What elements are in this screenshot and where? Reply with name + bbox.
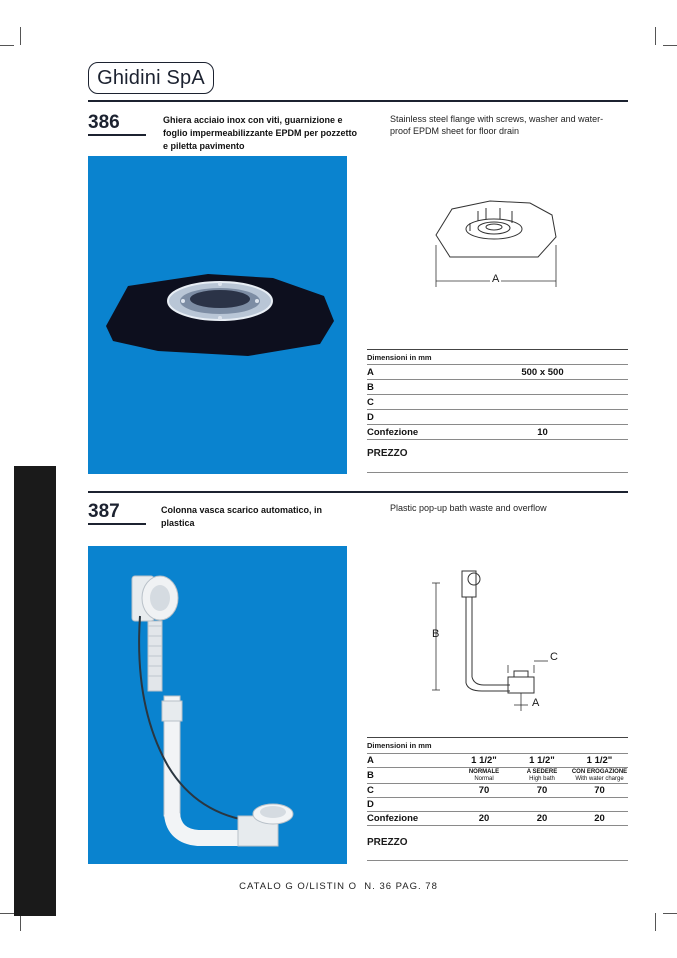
product-number: 387 [88, 501, 120, 522]
row-label: C [367, 784, 455, 798]
row-value [457, 410, 628, 425]
side-tab-bar [14, 466, 56, 916]
table-row [367, 425, 628, 440]
description-italian: Ghiera acciaio inox con viti, guarnizione e foglio impermeabilizzante EPDM per pozzetto e piletta pavimento [163, 115, 358, 151]
crop-mark [20, 27, 21, 45]
row-value: 1 1/2" [455, 754, 513, 768]
table-row [367, 395, 628, 410]
crop-mark [663, 45, 677, 46]
row-value [571, 768, 628, 784]
row-label: D [367, 410, 457, 425]
row-value [513, 768, 571, 784]
table-row [367, 365, 628, 380]
dimension-table [367, 364, 628, 440]
table-row [367, 380, 628, 395]
product-number-underline [88, 523, 146, 525]
variant-name: NORMALE [468, 768, 500, 775]
table-header: Dimensioni in mm [367, 353, 432, 362]
crop-mark [663, 913, 677, 914]
price-label: PREZZO [367, 448, 408, 459]
row-value: 70 [513, 784, 571, 798]
row-label: D [367, 798, 455, 812]
product-photo [88, 156, 347, 474]
row-value: 10 [457, 425, 628, 440]
table-header: Dimensioni in mm [367, 741, 432, 750]
table-row [367, 784, 628, 798]
variant-name-english: With water charge [575, 775, 624, 782]
row-value: 20 [571, 812, 628, 826]
row-label: C [367, 395, 457, 410]
dimension-label-c: C [550, 651, 558, 663]
variant-name: A SEDERE [526, 768, 558, 775]
row-value: 20 [513, 812, 571, 826]
product-number-underline [88, 134, 146, 136]
row-value: 70 [455, 784, 513, 798]
variant-name-english: Normal [474, 775, 494, 782]
company-logo: Ghidini SpA [88, 62, 214, 94]
row-label: B [367, 768, 455, 784]
row-value [455, 768, 513, 784]
table-row [367, 768, 628, 784]
row-value: 70 [571, 784, 628, 798]
table-row [367, 798, 628, 812]
row-value [455, 798, 513, 812]
section-rule [88, 491, 628, 493]
row-value: 20 [455, 812, 513, 826]
row-value [457, 380, 628, 395]
dimension-table [367, 753, 628, 826]
dimension-label-b: B [432, 628, 440, 640]
row-value [571, 798, 628, 812]
floor-drain-flange-image [88, 156, 347, 474]
variant-name: CON EROGAZIONE [571, 768, 628, 775]
bath-waste-image [88, 546, 347, 864]
row-label: Confezione [367, 812, 455, 826]
row-label: Confezione [367, 425, 457, 440]
product-photo [88, 546, 347, 864]
dimension-label-a: A [532, 697, 540, 709]
description-english: Stainless steel flange with screws, washer and water-proof EPDM sheet for floor drain [390, 114, 604, 136]
header-rule [88, 100, 628, 102]
technical-drawing [428, 565, 578, 715]
technical-drawing [430, 195, 560, 290]
table-top-rule [367, 737, 628, 738]
row-label: A [367, 754, 455, 768]
price-rule [367, 472, 628, 473]
page-footer: CATALO G O/LISTIN O N. 36 PAG. 78 [239, 881, 438, 892]
row-label: B [367, 380, 457, 395]
crop-mark [655, 27, 656, 45]
product-number: 386 [88, 112, 120, 133]
row-value: 1 1/2" [571, 754, 628, 768]
crop-mark [0, 913, 14, 914]
table-top-rule [367, 349, 628, 350]
description-english: Plastic pop-up bath waste and overflow [390, 503, 547, 513]
row-value: 500 x 500 [457, 365, 628, 380]
row-value [513, 798, 571, 812]
table-row [367, 410, 628, 425]
crop-mark [655, 913, 656, 931]
row-value: 1 1/2" [513, 754, 571, 768]
description-italian: Colonna vasca scarico automatico, in plastica [161, 505, 323, 528]
crop-mark [0, 45, 14, 46]
price-rule [367, 860, 628, 861]
row-label: A [367, 365, 457, 380]
table-row [367, 754, 628, 768]
row-value [457, 395, 628, 410]
price-label: PREZZO [367, 837, 408, 848]
table-row [367, 812, 628, 826]
dimension-label-a: A [492, 273, 500, 285]
variant-name-english: High bath [529, 775, 555, 782]
